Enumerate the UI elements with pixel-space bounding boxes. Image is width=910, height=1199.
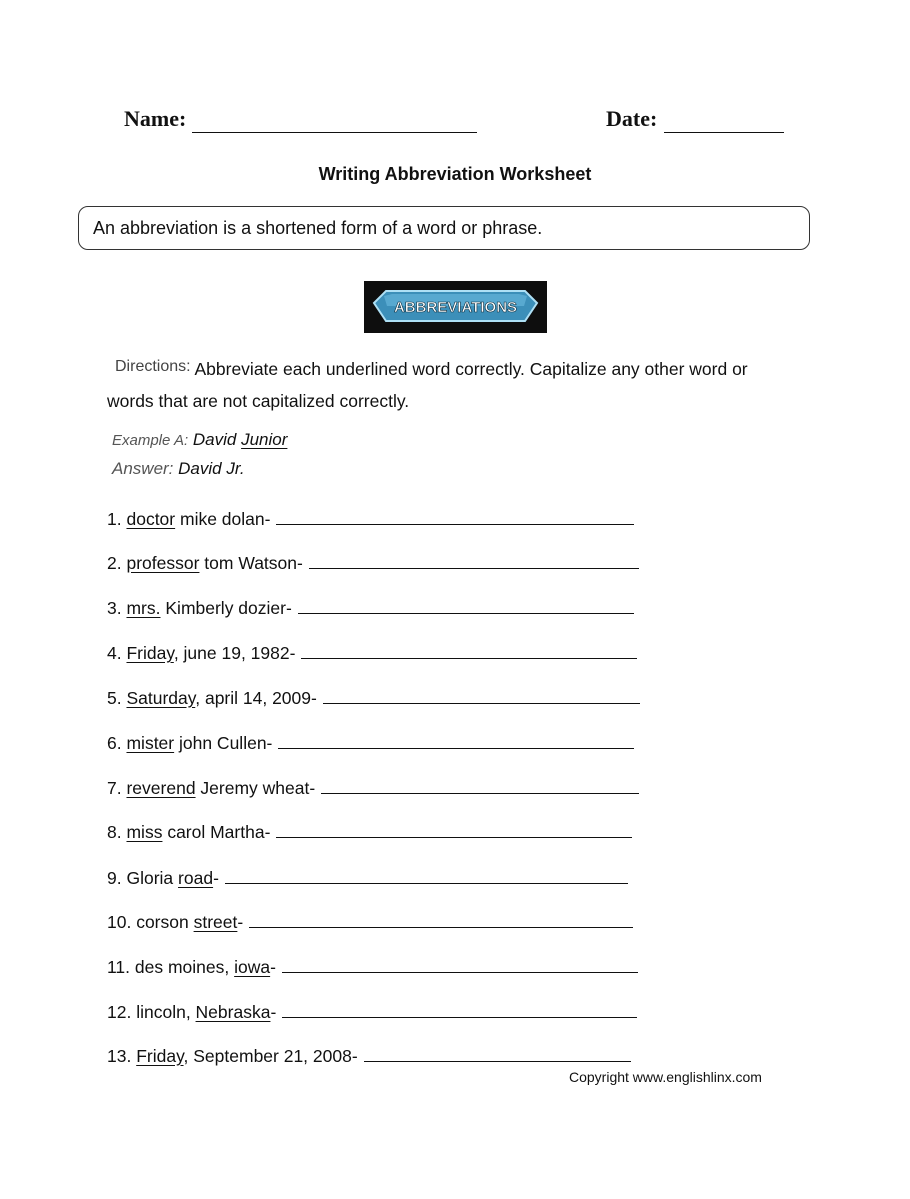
exercise-item (107, 686, 640, 709)
answer-blank[interactable] (282, 955, 638, 973)
answer-text: David Jr. (178, 459, 245, 478)
item-number: 3. (107, 598, 122, 618)
item-number: 9. (107, 868, 122, 888)
exercise-item (107, 731, 634, 754)
item-prefix: des moines, (134, 957, 235, 977)
answer-blank[interactable] (323, 686, 640, 704)
exercise-item (107, 551, 639, 574)
item-prefix: corson (136, 912, 194, 932)
item-underlined-word: Nebraska (195, 1002, 271, 1022)
item-suffix: tom Watson- (199, 553, 303, 573)
answer-blank[interactable] (278, 731, 634, 749)
item-suffix: Jeremy wheat- (195, 778, 316, 798)
item-number: 4. (107, 643, 122, 663)
item-underlined-word: road (178, 868, 214, 888)
item-number: 11. (107, 957, 131, 977)
item-underlined-word: doctor (126, 509, 176, 529)
definition-box: An abbreviation is a shortened form of a word or phrase. (78, 206, 810, 250)
item-suffix: - (237, 912, 244, 932)
answer-blank[interactable] (276, 820, 632, 838)
item-suffix: , april 14, 2009- (195, 688, 317, 708)
name-label: Name: (124, 106, 187, 131)
banner-graphic (364, 281, 547, 333)
answer-blank[interactable] (282, 1000, 637, 1018)
item-number: 6. (107, 733, 122, 753)
item-underlined-word: professor (126, 553, 200, 573)
date-label: Date: (606, 106, 658, 131)
item-number: 8. (107, 822, 122, 842)
item-underlined-word: mister (126, 733, 175, 753)
directions-label: Directions: (115, 358, 191, 375)
directions-text: Abbreviate each underlined word correctly. Capitalize any other word or words that are not capitalized correctly. (107, 359, 748, 411)
exercise-item (107, 1044, 631, 1067)
example-line (112, 430, 287, 450)
item-underlined-word: Friday (126, 643, 174, 663)
answer-blank[interactable] (298, 596, 634, 614)
item-number: 5. (107, 688, 122, 708)
answer-blank[interactable] (301, 641, 637, 659)
name-field[interactable] (192, 132, 477, 133)
exercise-item (107, 507, 634, 530)
item-suffix: - (270, 957, 276, 977)
item-suffix: Kimberly dozier- (160, 598, 292, 618)
exercise-item (107, 910, 633, 933)
answer-blank[interactable] (364, 1044, 631, 1062)
item-underlined-word: miss (126, 822, 163, 842)
item-underlined-word: street (193, 912, 238, 932)
item-number: 2. (107, 553, 122, 573)
example-pre: David (192, 430, 237, 449)
answer-blank[interactable] (309, 551, 639, 569)
item-number: 12. (107, 1002, 132, 1022)
item-number: 13. (107, 1046, 132, 1066)
item-number: 7. (107, 778, 122, 798)
item-suffix: , September 21, 2008- (183, 1046, 358, 1066)
answer-blank[interactable] (249, 910, 633, 928)
answer-blank[interactable] (276, 507, 634, 525)
item-underlined-word: Friday (136, 1046, 184, 1066)
directions (107, 354, 797, 416)
exercise-item (107, 866, 628, 889)
item-prefix: lincoln, (136, 1002, 196, 1022)
exercise-item (107, 641, 637, 664)
exercise-item (107, 1000, 637, 1023)
answer-blank[interactable] (225, 866, 628, 884)
item-suffix: carol Martha- (162, 822, 271, 842)
exercise-item (107, 955, 638, 978)
answer-label: Answer: (112, 459, 174, 478)
item-number: 10. (107, 912, 132, 932)
abbreviations-banner (364, 281, 547, 333)
date-field[interactable] (664, 132, 784, 133)
exercise-item (107, 820, 632, 843)
worksheet-title: Writing Abbreviation Worksheet (318, 164, 592, 184)
item-suffix: john Cullen- (174, 733, 273, 753)
answer-blank[interactable] (321, 776, 639, 794)
copyright: Copyright www.englishlinx.com (569, 1069, 762, 1085)
item-underlined-word: iowa (234, 957, 271, 977)
example-underlined: Junior (241, 430, 288, 449)
item-prefix: Gloria (126, 868, 179, 888)
item-underlined-word: mrs. (126, 598, 161, 618)
item-suffix: mike dolan- (175, 509, 271, 529)
exercise-item (107, 776, 639, 799)
exercise-item (107, 596, 634, 619)
item-suffix: - (270, 1002, 277, 1022)
item-suffix: - (213, 868, 219, 888)
header (124, 106, 804, 140)
banner-text: ABBREVIATIONS (393, 299, 518, 316)
item-underlined-word: reverend (126, 778, 196, 798)
item-suffix: , june 19, 1982- (173, 643, 296, 663)
item-number: 1. (107, 509, 122, 529)
example-label: Example A: (112, 432, 189, 449)
item-underlined-word: Saturday (126, 688, 196, 708)
answer-line (112, 459, 245, 479)
